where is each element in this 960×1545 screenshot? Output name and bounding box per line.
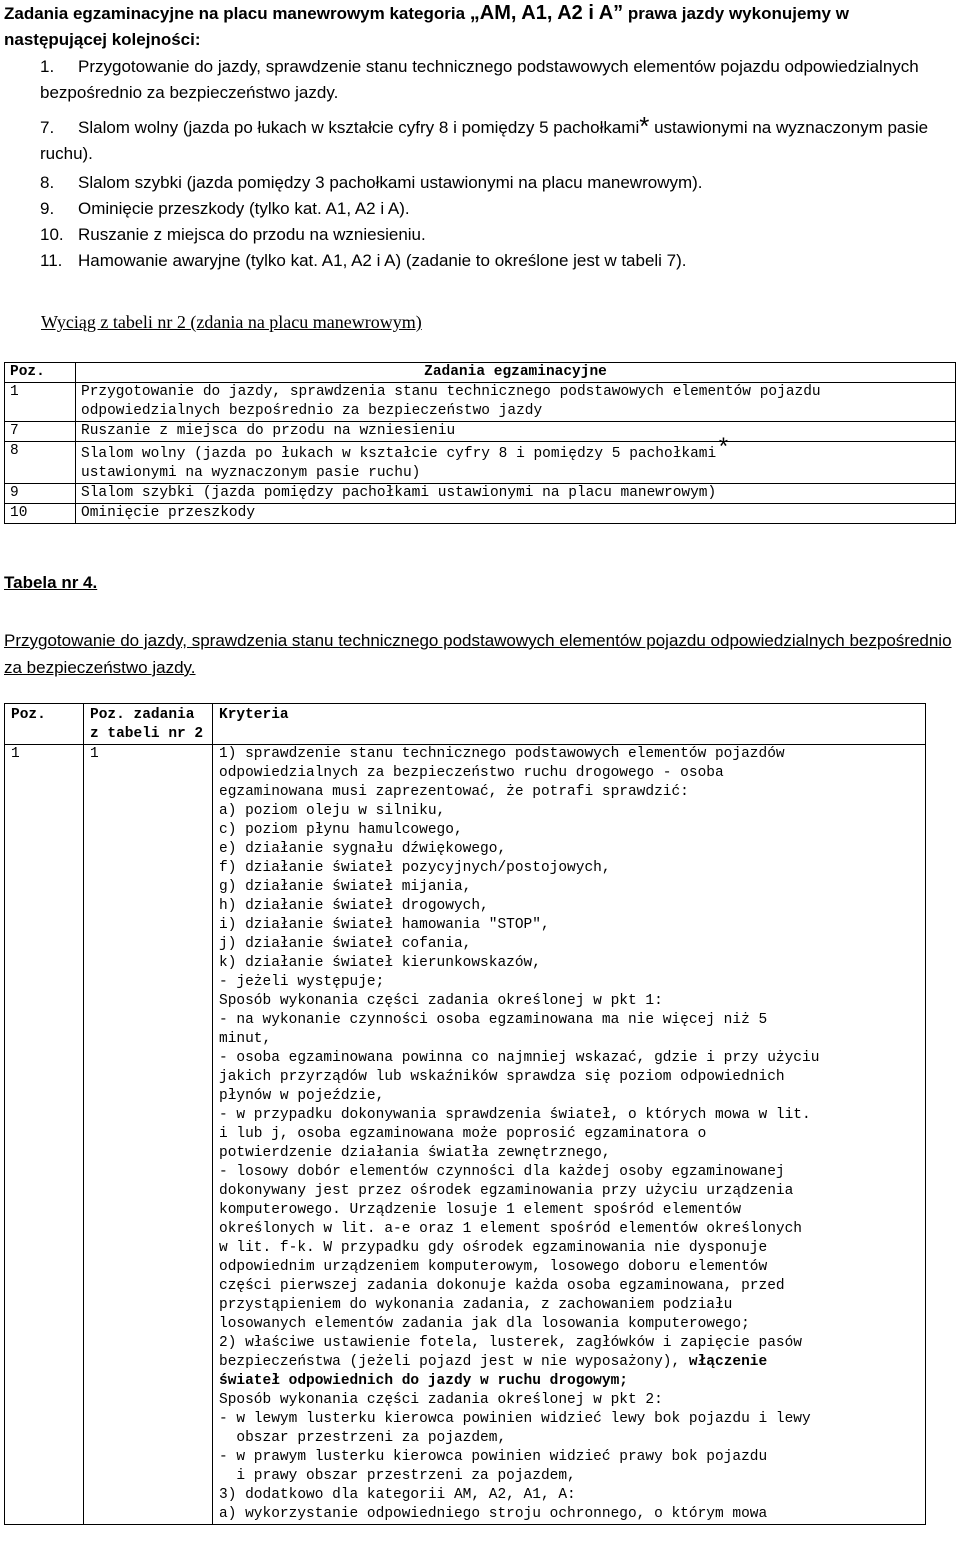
criteria-line: i prawy obszar przestrzeni za pojazdem, (219, 1468, 576, 1484)
criteria-line: dokonywany jest przez ośrodek egzaminowania przy użyciu urządzenia (219, 1183, 794, 1199)
criteria-line: g) działanie świateł mijania, (219, 879, 472, 895)
table-2-extract (4, 362, 956, 524)
criteria-line: j) działanie świateł cofania, (219, 936, 472, 952)
criteria-line: i) działanie świateł hamowania "STOP", (219, 917, 550, 933)
criteria-line: komputerowego. Urządzenie losuje 1 element spośród elementów (219, 1202, 742, 1218)
criteria-line: przystąpieniem do wykonania zadania, z zachowaniem podziału (219, 1297, 733, 1313)
criteria-line: świateł odpowiednich do jazdy w ruchu drogowym; (219, 1373, 628, 1389)
criteria-line: 1) sprawdzenie stanu technicznego podstawowych elementów pojazdów (219, 746, 785, 762)
criteria-line: Sposób wykonania części zadania określonej w pkt 1: (219, 993, 663, 1009)
criteria-line: płynów w pojeździe, (219, 1088, 385, 1104)
page-heading: Zadania egzaminacyjne na placu manewrowym kategoria „AM, A1, A2 i A” prawa jazdy wykonujemy w następującej kolejności: (4, 2, 849, 49)
criteria-line: Sposób wykonania części zadania określonej w pkt 2: (219, 1392, 663, 1408)
step-item: 8. Slalom szybki (jazda pomiędzy 3 pachołkami ustawionymi na placu manewrowym). (40, 173, 703, 192)
criteria-line: - w przypadku dokonywania sprawdzenia świateł, o których mowa w lit. (219, 1107, 811, 1123)
table-row: 1 Przygotowanie do jazdy, sprawdzenia stanu technicznego podstawowych elementów pojazdu odpowiedzialnych bezpośrednio za bezpieczeństwo jazdy (5, 383, 956, 422)
criteria-line: części pierwszej zadania dokonuje każda osoba egzaminowana, przed (219, 1278, 785, 1294)
table-header-row (5, 363, 956, 383)
criteria-line: - w prawym lusterku kierowca powinien widzieć prawy bok pojazdu (219, 1449, 768, 1465)
criteria-line: - na wykonanie czynności osoba egzaminowana ma nie więcej niż 5 (219, 1012, 768, 1028)
criteria-line: a) poziom oleju w silniku, (219, 803, 446, 819)
table-row: 10 Ominięcie przeszkody (5, 504, 956, 524)
table-row: 9 Slalom szybki (jazda pomiędzy pachołkami ustawionymi na placu manewrowym) (5, 484, 956, 504)
heading-categories: „AM, A1, A2 i A” (469, 2, 624, 24)
table-header-row (5, 704, 926, 745)
header-criteria: Kryteria (213, 704, 926, 745)
header-pos-task: Poz. zadania z tabeli nr 2 (84, 704, 213, 745)
criteria-line: odpowiedzialnych za bezpieczeństwo ruchu drogowego - osoba (219, 765, 724, 781)
table-row: 7 Ruszanie z miejsca do przodu na wzniesieniu (5, 422, 956, 442)
criteria-line: bezpieczeństwa (jeżeli pojazd jest w nie wyposażony), włączenie (219, 1354, 768, 1370)
table-4 (4, 703, 926, 1525)
criteria-line: c) poziom płynu hamulcowego, (219, 822, 463, 838)
criteria-line: - losowy dobór elementów czynności dla każdej osoby egzaminowanej (219, 1164, 785, 1180)
criteria-line: w lit. f-k. W przypadku gdy ośrodek egzaminowania nie dysponuje (219, 1240, 768, 1256)
criteria-line: i lub j, osoba egzaminowana może poprosić egzaminatora o (219, 1126, 707, 1142)
header-pos: Poz. (5, 704, 84, 745)
step-item: 9. Ominięcie przeszkody (tylko kat. A1, A2 i A). (40, 199, 410, 218)
criteria-line: potwierdzenie działania światła zewnętrznego, (219, 1145, 611, 1161)
criteria-line: obszar przestrzeni za pojazdem, (219, 1430, 507, 1446)
criteria-line: odpowiednim urządzeniem komputerowym, losowego doboru elementów (219, 1259, 768, 1275)
criteria-line: f) działanie świateł pozycyjnych/postojowych, (219, 860, 611, 876)
step-item: 7. Slalom wolny (jazda po łukach w kształcie cyfry 8 i pomiędzy 5 pachołkami* ustawionymi na wyznaczonym pasie ruchu). (40, 111, 929, 163)
step-item: 1. Przygotowanie do jazdy, sprawdzenie stanu technicznego podstawowych elementów pojazdu odpowiedzialnych bezpośrednio za bezpieczeństwo jazdy. (40, 57, 919, 102)
extract-title: Wyciąg z tabeli nr 2 (zdania na placu manewrowym) (41, 312, 422, 332)
criteria-cell (213, 745, 926, 1525)
criteria-line: egzaminowana musi zaprezentować, że potrafi sprawdzić: (219, 784, 689, 800)
step-item: 10. Ruszanie z miejsca do przodu na wzniesieniu. (40, 225, 426, 244)
criteria-line: - jeżeli występuje; (219, 974, 385, 990)
criteria-line: minut, (219, 1031, 272, 1047)
header-tasks: Zadania egzaminacyjne (76, 363, 956, 383)
table-row: 1 1 1) sprawdzenie stanu technicznego podstawowych elementów pojazdów odpowiedzialnych za bezpieczeństwo ruchu drogowego - osoba egzaminowana musi zaprezentować, że potrafi sprawdzić: a) poziom oleju w silniku, c) poziom płynu hamulcowego, e) działanie sygnału dźwiękowego, f) działanie świateł pozycyjnych/postojowych, g) działanie świateł mijania, h) działanie świateł drogowych, i) działanie świateł hamowania "STOP", j) działanie świateł cofania, k) działanie świateł kierunkowskazów, - jeżeli występuje; Sposób wykonania części zadania określonej w pkt 1: - na wykonanie czynności osoba egzaminowana ma nie więcej niż 5 minut, - osoba egzaminowana powinna co najmniej wskazać, gdzie i przy użyciu jakich przyrządów lub wskaźników sprawdza się poziom odpowiednich płynów w pojeździe, - w przypadku dokonywania sprawdzenia świateł, o których mowa w lit. i lub j, osoba egzaminowana może poprosić egzaminatora o potwierdzenie działania światła zewnętrznego, - losowy dobór elementów czynności dla każdej osoby egzaminowanej dokonywany jest przez ośrodek egzaminowania przy użyciu urządzenia komputerowego. Urządzenie losuje 1 element spośród elementów określonych w lit. a-e oraz 1 element spośród elementów określonych w lit. f-k. W przypadku gdy ośrodek egzaminowania nie dysponuje odpowiednim urządzeniem komputerowym, losowego doboru elementów części pierwszej zadania dokonuje każda osoba egzaminowana, przed przystąpieniem do wykonania zadania, z zachowaniem podziału losowanych elementów zadania jak dla losowania komputerowego; 2) właściwe ustawienie fotela, lusterek, zagłówków i zapięcie pasów bezpieczeństwa (jeżeli pojazd jest w nie wyposażony), włączenie świateł odpowiednich do jazdy w ruchu drogowym; Sposób wykonania części zadania określonej w pkt 2: - w lewym lusterku kierowca powinien widzieć lewy bok pojazdu i lewy obszar przestrzeni za pojazdem, - w prawym lusterku kierowca powinien widzieć prawy bok pojazdu i prawy obszar przestrzeni za pojazdem, 3) dodatkowo dla kategorii AM, A2, A1, A: a) wykorzystanie odpowiedniego stroju ochronnego, o którym mowa (5, 745, 926, 1525)
criteria-line: k) działanie świateł kierunkowskazów, (219, 955, 541, 971)
criteria-line: określonych w lit. a-e oraz 1 element spośród elementów określonych (219, 1221, 802, 1237)
criteria-line: - w lewym lusterku kierowca powinien widzieć lewy bok pojazdu i lewy (219, 1411, 811, 1427)
criteria-line: 2) właściwe ustawienie fotela, lusterek, zagłówków i zapięcie pasów (219, 1335, 802, 1351)
table-row: 8 Slalom wolny (jazda po łukach w kształcie cyfry 8 i pomiędzy 5 pachołkami* ustawionymi na wyznaczonym pasie ruchu) (5, 442, 956, 484)
criteria-bold-text: włączenie (688, 1354, 768, 1370)
criteria-line: 3) dodatkowo dla kategorii AM, A2, A1, A: (219, 1487, 576, 1503)
step-item: 11. Hamowanie awaryjne (tylko kat. A1, A2 i A) (zadanie to określone jest w tabeli 7). (40, 251, 687, 270)
criteria-line: jakich przyrządów lub wskaźników sprawdza się poziom odpowiednich (219, 1069, 785, 1085)
criteria-line: a) wykorzystanie odpowiedniego stroju ochronnego, o którym mowa (219, 1506, 768, 1522)
table-4-title: Tabela nr 4. (4, 573, 98, 592)
asterisk-mark: * (639, 111, 650, 141)
criteria-line: e) działanie sygnału dźwiękowego, (219, 841, 507, 857)
table-4-description: Przygotowanie do jazdy, sprawdzenia stanu technicznego podstawowych elementów pojazdu odpowiedzialnych bezpośrednio za bezpieczeństwo jazdy. (4, 631, 952, 677)
criteria-line: - osoba egzaminowana powinna co najmniej wskazać, gdzie i przy użyciu (219, 1050, 820, 1066)
criteria-line: h) działanie świateł drogowych, (219, 898, 489, 914)
asterisk-mark: * (716, 436, 731, 463)
criteria-line: losowanych elementów zadania jak dla losowania komputerowego; (219, 1316, 750, 1332)
header-pos: Poz. (5, 363, 76, 383)
